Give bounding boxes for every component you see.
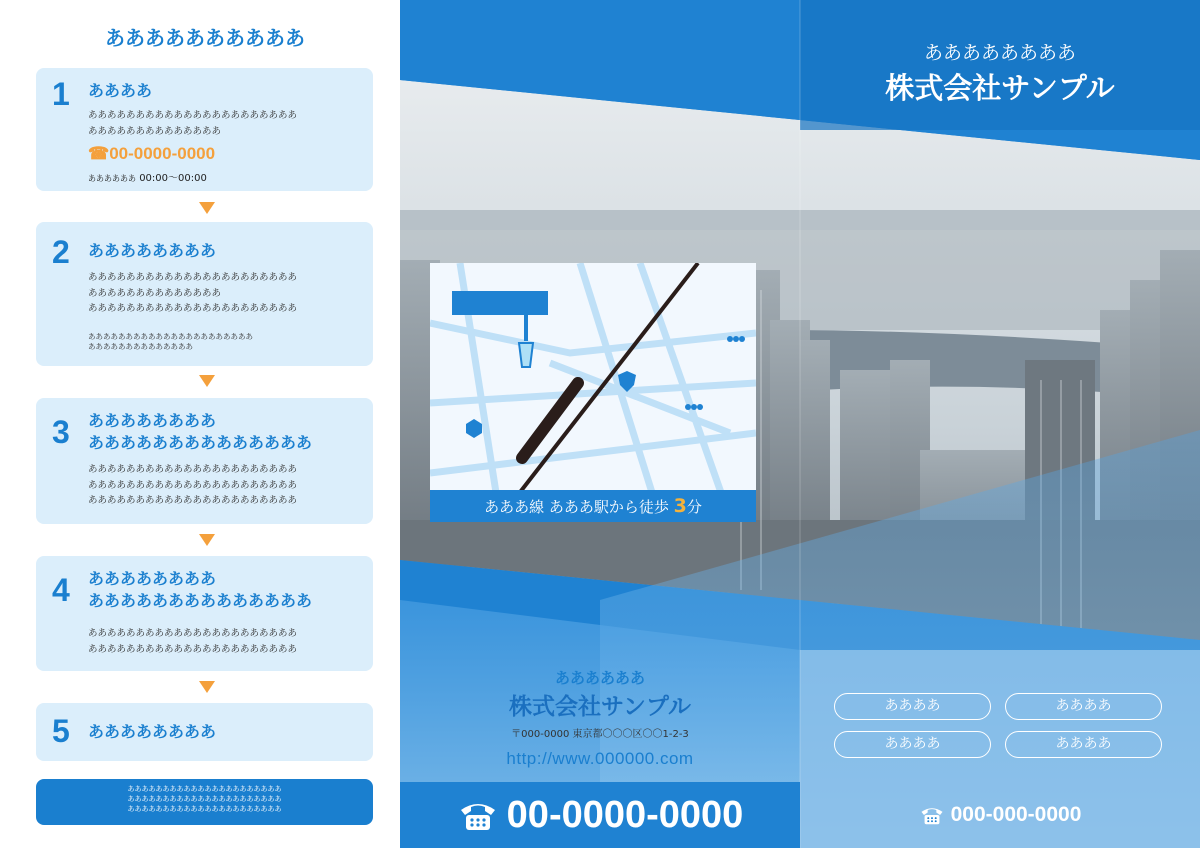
step-4 [36, 556, 373, 671]
middle-company-name: 株式会社サンプル [509, 694, 691, 720]
access-info: あああ線 あああ駅から徒歩 3分 [430, 490, 756, 522]
right-phone-number: 000-000-0000 [950, 803, 1082, 826]
down-arrow-icon [199, 375, 215, 387]
service-pill: ああああ [1005, 693, 1162, 720]
down-arrow-icon [199, 202, 215, 214]
step-5 [36, 703, 373, 761]
right-phone [800, 795, 1200, 835]
phone-icon [457, 798, 499, 832]
step-heading: ああああああああ ああああああああああああああ [88, 411, 313, 452]
down-arrow-icon [199, 534, 215, 546]
step-3 [36, 398, 373, 524]
step-hours: ああああああ 00:00〜00:00 [88, 173, 207, 184]
service-pill: ああああ [834, 731, 991, 758]
step-2 [36, 222, 373, 366]
step-number: 5 [52, 713, 70, 749]
step-heading: ああああああああ [88, 241, 217, 260]
step-number: 1 [52, 76, 70, 112]
step-1 [36, 68, 373, 191]
service-pill: ああああ [1005, 731, 1162, 758]
step-heading: ああああああああ ああああああああああああああ [88, 569, 313, 610]
phone-icon [919, 804, 945, 826]
footer-note: ああああああああああああああああああああああ ああああああああああああああああああああああ ああああああああああああああああああああああ [36, 779, 373, 825]
down-arrow-icon [199, 681, 215, 693]
company-url[interactable]: http://www.000000.com [506, 749, 694, 768]
right-company-name: 株式会社サンプル [885, 71, 1115, 105]
right-subtitle: ああああああああ [923, 42, 1076, 64]
step-phone: ☎00-0000-0000 [88, 144, 216, 163]
middle-phone [400, 782, 800, 848]
step-small-text: ああああああああああああああああああああああ ああああああああああああああ [88, 332, 253, 351]
step-body: ああああああああああああああああああああああ ああああああああああああああああああああああ [88, 628, 298, 655]
step-body: ああああああああああああああああああああああ ああああああああああああああ ああああああああああああああああああああああ [88, 272, 298, 314]
access-map [430, 263, 756, 518]
step-number: 4 [52, 572, 70, 608]
step-heading: ああああああああ [88, 722, 217, 741]
step-body: ああああああああああああああああああああああ ああああああああああああああ [88, 110, 298, 137]
service-pill: ああああ [834, 693, 991, 720]
middle-phone-number: 00-0000-0000 [506, 793, 744, 836]
step-number: 2 [52, 234, 70, 270]
map-graphic [430, 263, 756, 518]
middle-subtitle: ああああああ [554, 669, 645, 687]
company-address: 〒000-0000 東京都〇〇〇区〇〇1-2-3 [511, 729, 689, 740]
step-heading: ああああ [88, 81, 153, 100]
phone-icon: ☎ [88, 144, 110, 163]
left-title: ああああああああああ [105, 26, 305, 50]
step-body: ああああああああああああああああああああああ ああああああああああああああああああああああ ああああああああああああああああああああああ [88, 464, 298, 506]
left-panel [0, 0, 400, 848]
step-number: 3 [52, 414, 70, 450]
